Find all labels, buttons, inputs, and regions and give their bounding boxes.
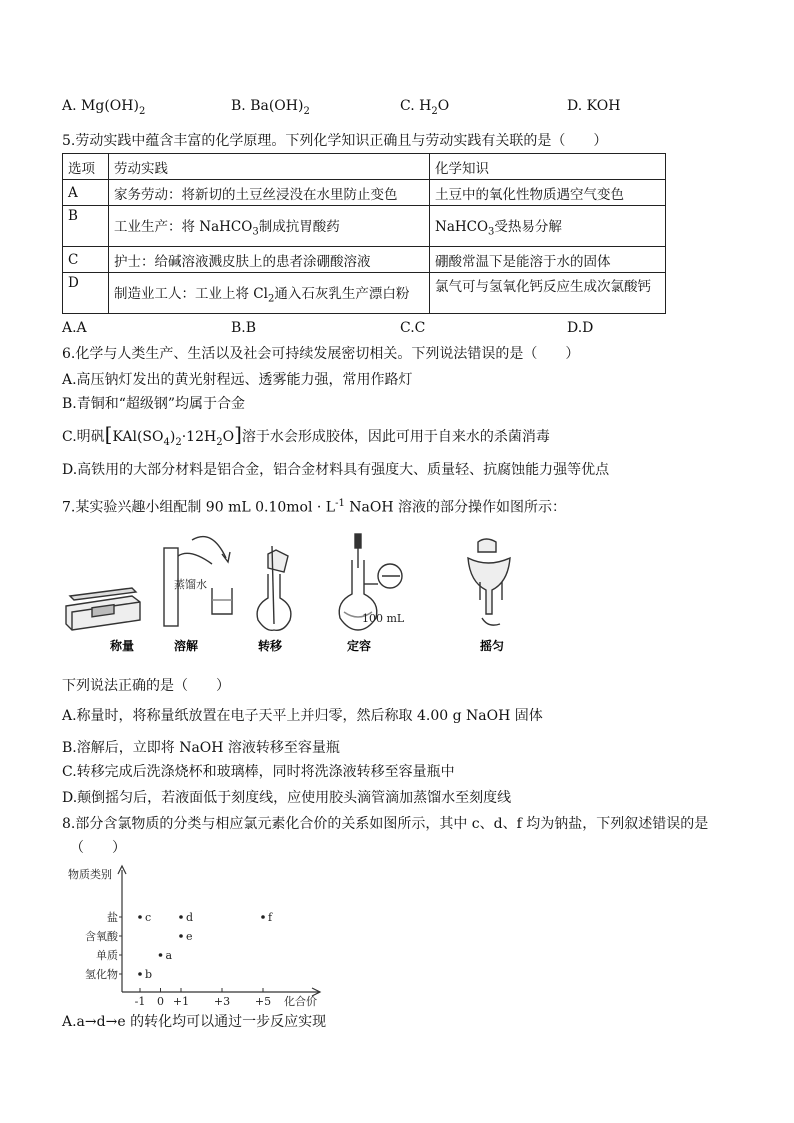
table-cell: 土豆中的氧化性物质遇空气变色 [430, 180, 666, 206]
q8-stem: 8.部分含氯物质的分类与相应氯元素化合价的关系如图所示，其中 c、d、f 均为钠盐，下列叙述错误的是 [62, 816, 709, 832]
fig-label: 摇匀 [480, 639, 505, 653]
q8-option-a: A.a→d→e 的转化均可以通过一步反应实现 [62, 1014, 327, 1030]
q7-option-c: C.转移完成后洗涤烧杯和玻璃棒，同时将洗涤液转移至容量瓶中 [62, 764, 455, 780]
table-cell: C [63, 247, 109, 273]
table-header-cell: 劳动实践 [109, 154, 430, 180]
chart-category-label: 含氧酸 [85, 930, 118, 943]
q6-option-c: C.明矾$[KAl(SO_4)_2\cdot 12H_2O]$溶于水会形成胶体，因此可用于自来水的杀菌消毒 [62, 422, 550, 448]
answer-option: C.C [400, 320, 426, 336]
table-cell: NaHCO$_3$受热易分解 [430, 206, 666, 247]
q7-option-a: A.称量时，将称量纸放置在电子天平上并归零，然后称取 4.00 g NaOH 固体 [62, 708, 543, 724]
chart-point [261, 915, 265, 919]
q6-option-b: B.青铜和“超级钢”均属于合金 [62, 396, 246, 412]
q7-ask: 下列说法正确的是（ ） [62, 678, 230, 694]
q4-option-d: D. KOH [567, 98, 621, 114]
fig-label: 溶解 [174, 639, 199, 653]
chart-xlabel: 化合价 [284, 995, 317, 1008]
answer-option: D.D [567, 320, 594, 336]
fig-label: 称量 [110, 639, 135, 653]
table-cell: D [63, 273, 109, 314]
shaking-flask-icon [468, 539, 510, 625]
q5-table [62, 153, 666, 314]
chart-x-tick-label: -1 [134, 995, 146, 1008]
q8-stem-paren: （ ） [70, 840, 126, 856]
chart-point [138, 972, 142, 976]
q4-option-c: C. $H_2O$ [400, 98, 450, 117]
answer-option: A.A [62, 320, 87, 336]
table-row [63, 206, 666, 247]
transfer-apparatus-icon [257, 546, 291, 630]
q6-option-d: D.高铁用的大部分材料是铝合金，铝合金材料具有强度大、质量轻、抗腐蚀能力强等优点 [62, 462, 610, 478]
table-cell: 氯气可与氢氧化钙反应生成次氯酸钙 [430, 273, 666, 314]
q7-stem: 7.某实验兴趣小组配制 90 mL $0.10mol \cdot L^{-1}$ NaOH 溶液的部分操作如图所示： [62, 498, 567, 516]
q7-option-b: B.溶解后，立即将 NaOH 溶液转移至容量瓶 [62, 740, 340, 756]
chart-category-label: 单质 [96, 949, 118, 962]
electronic-balance-icon [66, 588, 140, 630]
table-cell: 家务劳动：将新切的土豆丝浸没在水里防止变色 [109, 180, 430, 206]
chart-x-tick-label: +5 [254, 995, 272, 1008]
chart-x-tick-label: +1 [172, 995, 190, 1008]
chart-point-label: a [165, 949, 173, 962]
chart-category-label: 氢化物 [85, 968, 118, 981]
chart-point-label: c [145, 911, 152, 924]
chart-point [138, 915, 142, 919]
table-header-cell: 选项 [63, 154, 109, 180]
q5-answers [62, 320, 682, 340]
q7-experiment-figure [62, 528, 552, 658]
q7-option-d: D.颠倒摇匀后，若液面低于刻度线，应使用胶头滴管滴加蒸馏水至刻度线 [62, 790, 512, 806]
answer-option: B.B [231, 320, 257, 336]
fig-label: 定容 [347, 639, 372, 653]
table-cell: A [63, 180, 109, 206]
chart-point [179, 934, 183, 938]
q6-stem: 6.化学与人类生产、生活以及社会可持续发展密切相关。下列说法错误的是（ ） [62, 346, 580, 362]
table-cell: 制造业工人：工业上将 $Cl_2$通入石灰乳生产漂白粉 [109, 273, 430, 314]
chart-point [179, 915, 183, 919]
q8-chart [62, 862, 342, 1012]
q4-option-b: B. $Ba(OH)_2$ [231, 98, 310, 117]
table-cell: B [63, 206, 109, 247]
chart-category-label: 盐 [107, 911, 118, 924]
table-row [63, 247, 666, 273]
table-header-cell: 化学知识 [430, 154, 666, 180]
q4-options [62, 98, 682, 120]
table-row [63, 180, 666, 206]
table-row [63, 273, 666, 314]
fig-text-flask: 100 mL [362, 612, 405, 625]
chart-point [159, 953, 163, 957]
q5-stem: 5.劳动实践中蕴含丰富的化学原理。下列化学知识正确且与劳动实践有关联的是（ ） [62, 133, 608, 149]
table-cell: 护士：给碱溶液溅皮肤上的患者涂硼酸溶液 [109, 247, 430, 273]
chart-point-label: e [186, 930, 193, 943]
fig-label: 转移 [258, 639, 283, 653]
chart-x-tick-label: 0 [157, 995, 164, 1008]
table-header-row [63, 154, 666, 180]
chart-point-label: f [268, 911, 273, 924]
chart-point-label: d [186, 911, 194, 924]
q4-option-a: A. $Mg(OH)_2$ [62, 98, 146, 117]
fig-text-water: 蒸馏水 [174, 578, 207, 591]
table-cell: 工业生产：将 NaHCO$_3$制成抗胃酸药 [109, 206, 430, 247]
chart-x-tick-label: +3 [213, 995, 231, 1008]
q6-option-a: A.高压钠灯发出的黄光射程远、透雾能力强，常用作路灯 [62, 372, 413, 388]
chart-point-label: b [145, 968, 153, 981]
table-cell: 硼酸常温下是能溶于水的固体 [430, 247, 666, 273]
chart-ylabel: 物质类别 [68, 868, 112, 881]
